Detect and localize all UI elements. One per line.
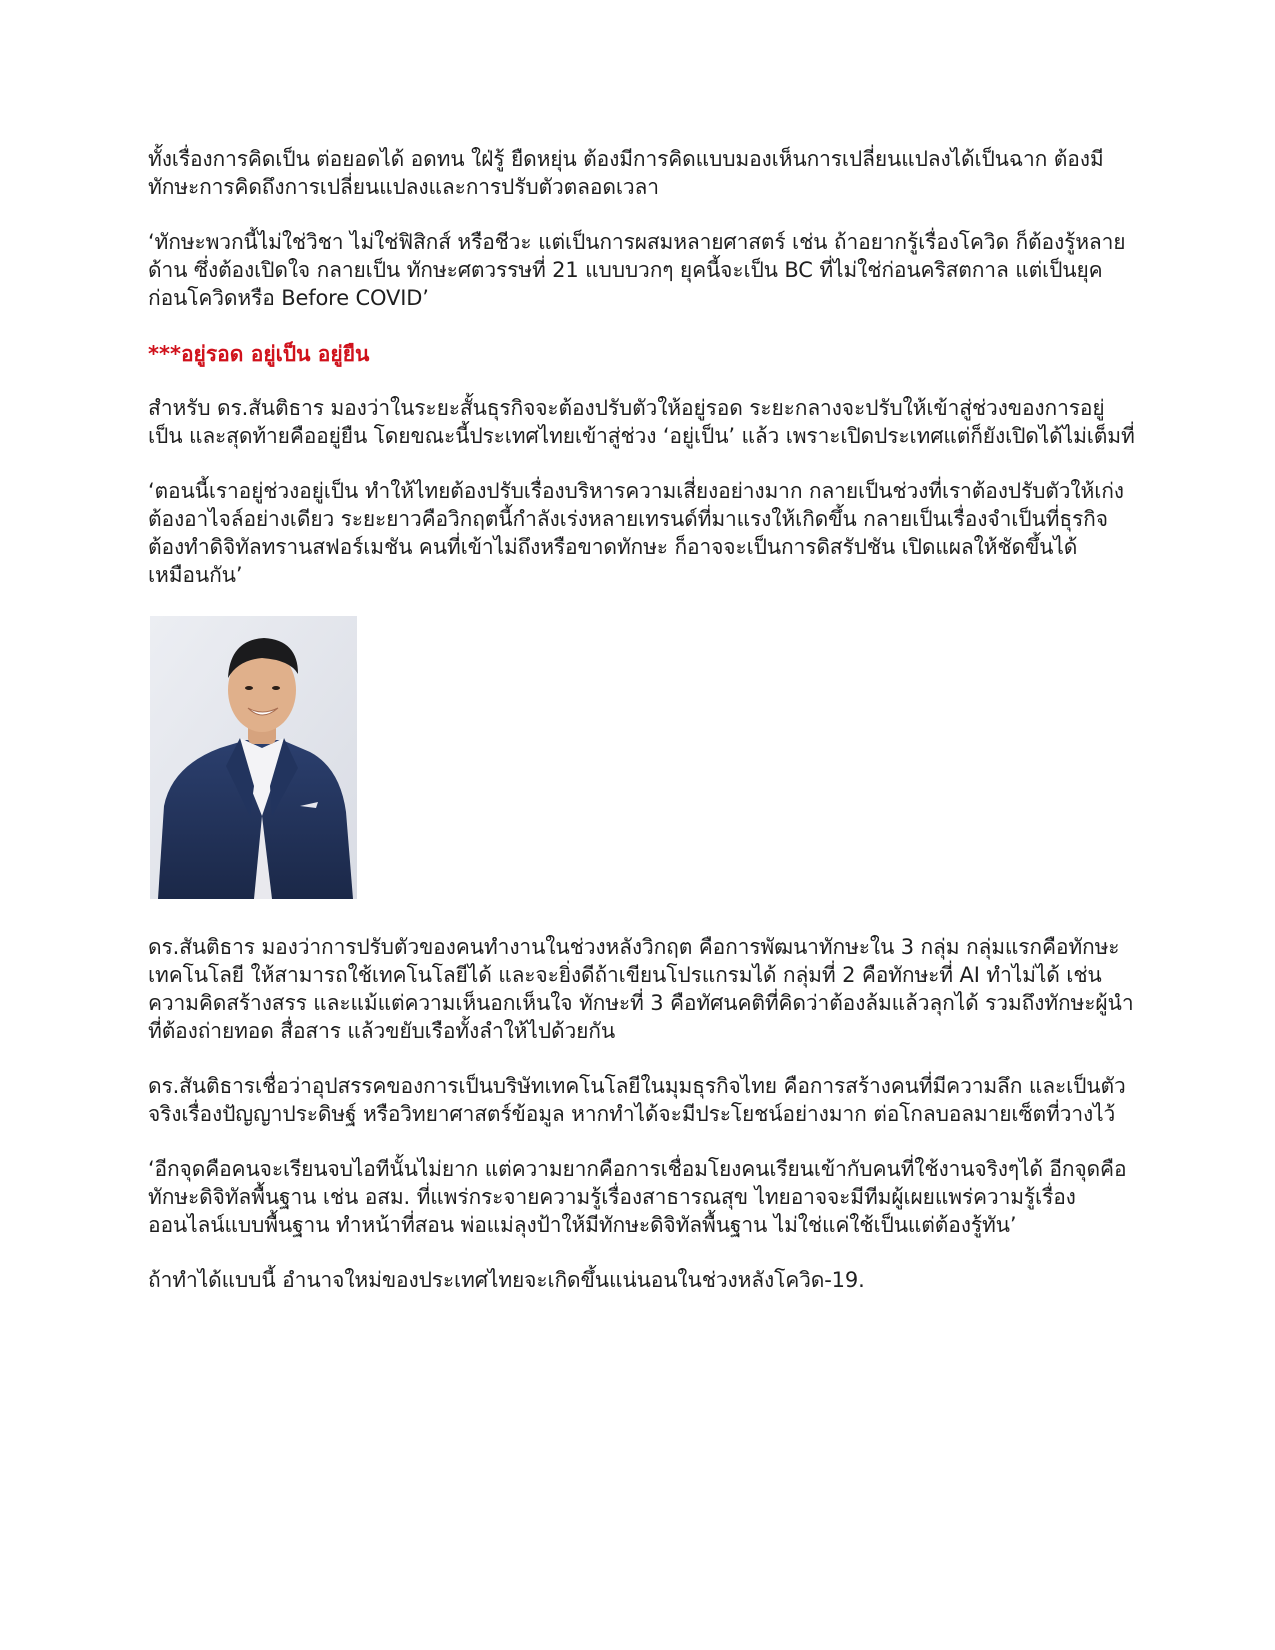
paragraph-7: ‘อีกจุดคือคนจะเรียนจบไอทีนั้นไม่ยาก แต่ความยากคือการเชื่อมโยงคนเรียนเข้ากับคนที่ใช้งานจริงๆได้ อีกจุดคือทักษะดิจิทัลพื้นฐาน เช่น อสม. ที่แพร่กระจายความรู้เรื่องสาธารณสุข ไทยอาจจะมีทีมผู้เผยแพร่ความรู้เรื่องออนไลน์แบบพื้นฐาน ทำหน้าที่สอน พ่อแม่ลุงป้าให้มีทักษะดิจิทัลพื้นฐาน ไม่ใช่แค่ใช้เป็นแต่ต้องรู้ทัน’ — [148, 1157, 1127, 1237]
paragraph-5: ดร.สันติธาร มองว่าการปรับตัวของคนทำงานในช่วงหลังวิกฤต คือการพัฒนาทักษะใน 3 กลุ่ม กลุ่มแรกคือทักษะเทคโนโลยี ให้สามารถใช้เทคโนโลยีได้ และจะยิ่งดีถ้าเขียนโปรแกรมได้ กลุ่มที่ 2 คือทักษะที่ AI ทำไม่ได้ เช่น ความคิดสร้างสรร และแม้แต่ความเห็นอกเห็นใจ ทักษะที่ 3 คือทัศนคติที่คิดว่าต้องล้มแล้วลุกได้ รวมถึงทักษะผู้นำ ที่ต้องถ่ายทอด สื่อสาร แล้วขยับเรือทั้งลำให้ไปด้วยกัน — [148, 935, 1134, 1043]
paragraph-3: สำหรับ ดร.สันติธาร มองว่าในระยะสั้นธุรกิจจะต้องปรับตัวให้อยู่รอด ระยะกลางจะปรับให้เข้าสู่ช่วงของการอยู่เป็น และสุดท้ายคืออยู่ยืน โดยขณะนี้ประเทศไทยเข้าสู่ช่วง ‘อยู่เป็น’ แล้ว เพราะเปิดประเทศแต่ก็ยังเปิดได้ไม่เต็มที่ — [148, 396, 1135, 448]
portrait-photo — [150, 616, 357, 899]
paragraph-8: ถ้าทำได้แบบนี้ อำนาจใหม่ของประเทศไทยจะเกิดขึ้นแน่นอนในช่วงหลังโควิด-19. — [148, 1268, 865, 1292]
paragraph-4: ‘ตอนนี้เราอยู่ช่วงอยู่เป็น ทำให้ไทยต้องปรับเรื่องบริหารความเสี่ยงอย่างมาก กลายเป็นช่วงที่เราต้องปรับตัวให้เก่ง ต้องอาไจล์อย่างเดียว ระยะยาวคือวิกฤตนี้กำลังเร่งหลายเทรนด์ที่มาแรงให้เกิดขึ้น กลายเป็นเรื่องจำเป็นที่ธุรกิจต้องทำดิจิทัลทรานสฟอร์เมชัน คนที่เข้าไม่ถึงหรือขาดทักษะ ก็อาจจะเป็นการดิสรัปชัน เปิดแผลให้ชัดขึ้นได้เหมือนกัน’ — [148, 479, 1124, 587]
paragraph-1: ทั้งเรื่องการคิดเป็น ต่อยอดได้ อดทน ใฝ่รู้ ยืดหยุ่น ต้องมีการคิดแบบมองเห็นการเปลี่ยนแปลงได้เป็นฉาก ต้องมีทักษะการคิดถึงการเปลี่ยนแปลงและการปรับตัวตลอดเวลา — [148, 147, 1104, 199]
paragraph-2: ‘ทักษะพวกนี้ไม่ใช่วิชา ไม่ใช่ฟิสิกส์ หรือชีวะ แต่เป็นการผสมหลายศาสตร์ เช่น ถ้าอยากรู้เรื่องโควิด ก็ต้องรู้หลายด้าน ซึ่งต้องเปิดใจ กลายเป็น ทักษะศตวรรษที่ 21 แบบบวกๆ ยุคนี้จะเป็น BC ที่ไม่ใช่ก่อนคริสตกาล แต่เป็นยุคก่อนโควิดหรือ Before COVID’ — [148, 230, 1126, 310]
section-heading: ***อยู่รอด อยู่เป็น อยู่ยืน — [148, 342, 370, 366]
paragraph-6: ดร.สันติธารเชื่อว่าอุปสรรคของการเป็นบริษัทเทคโนโลยีในมุมธุรกิจไทย คือการสร้างคนที่มีความลึก และเป็นตัวจริงเรื่องปัญญาประดิษฐ์ หรือวิทยาศาสตร์ข้อมูล หากทำได้จะมีประโยชน์อย่างมาก ต่อโกลบอลมายเซ็ตที่วางไว้ — [148, 1074, 1126, 1126]
article-body — [148, 145, 1138, 1321]
